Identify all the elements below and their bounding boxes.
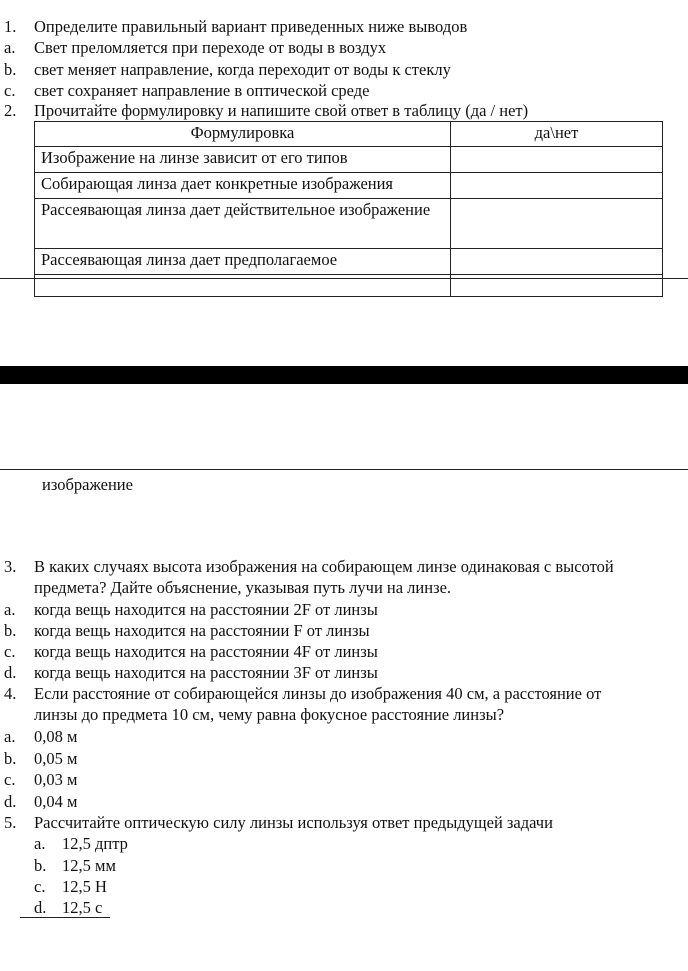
option-text: 12,5 Н <box>62 877 107 896</box>
option-letter: a. <box>4 727 16 746</box>
option-text: 12,5 с <box>62 898 103 917</box>
option-letter: d. <box>4 663 17 682</box>
option-text: когда вещь находится на расстоянии 3F от линзы <box>34 663 378 682</box>
statement-cell: Рассеявающая линза дает действительное изображение <box>35 199 451 249</box>
option-text: 12,5 мм <box>62 856 116 875</box>
option-text: 0,03 м <box>34 770 78 789</box>
option-letter: d. <box>4 792 17 811</box>
option-letter: c. <box>4 81 16 100</box>
table-row <box>35 199 663 249</box>
question-number: 2. <box>4 101 17 120</box>
question-text-continued: линзы до предмета 10 см, чему равна фокусное расстояние линзы? <box>34 705 505 724</box>
table-row <box>35 173 663 199</box>
table-row <box>35 249 663 275</box>
option-letter: b. <box>34 856 47 875</box>
page-separator-bar <box>0 366 688 384</box>
option-text: 0,04 м <box>34 792 78 811</box>
option-letter: c. <box>4 770 16 789</box>
answer-cell[interactable] <box>451 249 663 275</box>
question-text: В каких случаях высота изображения на собирающем линзе одинаковая с высотой <box>34 557 614 576</box>
answer-cell[interactable] <box>451 147 663 173</box>
answer-cell[interactable] <box>451 173 663 199</box>
question-number: 3. <box>4 557 17 576</box>
footer-underline <box>20 917 110 918</box>
option-text: свет сохраняет направление в оптической среде <box>34 81 370 100</box>
question-text: Прочитайте формулировку и напишите свой ответ в таблицу (да / нет) <box>34 101 529 120</box>
answer-table <box>34 121 663 297</box>
question-text: Если расстояние от собирающейся линзы до изображения 40 см, а расстояние от <box>34 684 602 703</box>
page-break-line <box>0 278 688 279</box>
option-text: когда вещь находится на расстоянии 4F от линзы <box>34 642 378 661</box>
question-number: 1. <box>4 17 17 36</box>
page-top-line <box>0 469 688 470</box>
table-continuation-text: изображение <box>42 475 133 494</box>
option-letter: d. <box>34 898 47 917</box>
option-text: Свет преломляется при переходе от воды в воздух <box>34 38 387 57</box>
option-letter: a. <box>34 834 46 853</box>
option-letter: b. <box>4 749 17 768</box>
question-text: Определите правильный вариант приведенных ниже выводов <box>34 17 468 36</box>
option-text: 12,5 дптр <box>62 834 128 853</box>
question-text-continued: предмета? Дайте объяснение, указывая путь лучи на линзе. <box>34 578 452 597</box>
statement-cell: Рассеявающая линза дает предполагаемое <box>35 249 451 275</box>
option-letter: b. <box>4 60 17 79</box>
option-text: когда вещь находится на расстоянии 2F от линзы <box>34 600 378 619</box>
option-letter: a. <box>4 38 16 57</box>
question-number: 4. <box>4 684 17 703</box>
option-text: когда вещь находится на расстоянии F от линзы <box>34 621 370 640</box>
option-text: свет меняет направление, когда переходит от воды к стеклу <box>34 60 451 79</box>
statement-cell: Собирающая линза дает конкретные изображения <box>35 173 451 199</box>
option-letter: a. <box>4 600 16 619</box>
question-text: Рассчитайте оптическую силу линзы используя ответ предыдущей задачи <box>34 813 553 832</box>
question-number: 5. <box>4 813 17 832</box>
option-text: 0,05 м <box>34 749 78 768</box>
statement-cell: Изображение на линзе зависит от его типов <box>35 147 451 173</box>
answer-cell[interactable] <box>451 199 663 249</box>
option-text: 0,08 м <box>34 727 78 746</box>
table-row <box>35 147 663 173</box>
option-letter: c. <box>34 877 46 896</box>
header-statement: Формулировка <box>35 122 451 147</box>
option-letter: c. <box>4 642 16 661</box>
header-answer: да\нет <box>451 122 663 147</box>
option-letter: b. <box>4 621 17 640</box>
table-header-row <box>35 122 663 147</box>
